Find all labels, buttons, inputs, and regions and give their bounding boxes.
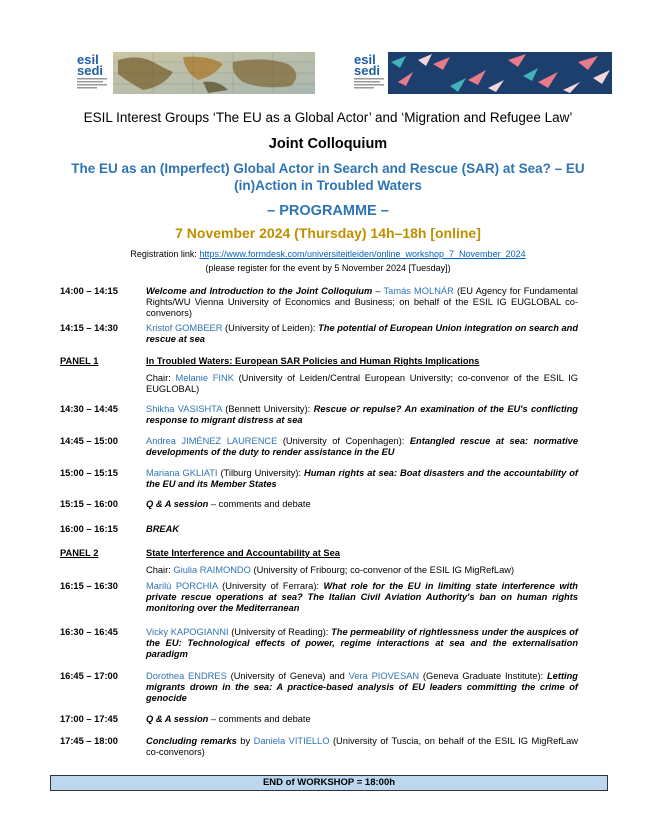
interest-groups-line: ESIL Interest Groups ‘The EU as a Global Actor’ and ‘Migration and Refugee Law’: [83, 110, 573, 125]
session-title: Rescue or repulse? An examination of the EU's conflicting response to migrant distress at sea: [146, 404, 578, 425]
session-text: (University of Reading):: [228, 627, 332, 637]
session-text: (Geneva Graduate Institute):: [419, 671, 547, 681]
session-description: [146, 404, 578, 426]
svg-text:sedi: sedi: [354, 63, 381, 78]
session-description: [146, 524, 578, 535]
session-text: Chair:: [146, 373, 176, 383]
session-title: The permeability of rightlessness under the auspices of the EU: Technological effects of power, regime interactions at sea and the externalisation paradigm: [146, 627, 578, 659]
session-title: BREAK: [146, 524, 180, 534]
session-title: Q & A session: [146, 714, 209, 724]
speaker-name: Mariana GKLIATI: [146, 468, 218, 478]
time-slot: 16:00 – 16:15: [60, 524, 118, 534]
session-text: (University of Fribourg; co-convenor of the ESIL IG MigRefLaw): [250, 565, 515, 575]
session-title: The potential of European Union integration on search and rescue at sea: [146, 323, 578, 344]
session-description: [146, 436, 578, 458]
session-text: (Tilburg University):: [217, 468, 305, 478]
colloquium-title: The EU as an (Imperfect) Global Actor in Search and Rescue (SAR) at Sea? – EU (in)Action in Troubled Waters: [71, 161, 585, 193]
speaker-name: Marilù PORCHIA: [146, 581, 218, 591]
time-slot: 16:15 – 16:30: [60, 581, 118, 591]
session-title: Letting migrants drown in the sea: A practice-based analysis of EU leaders committing the crime of genocide: [146, 671, 578, 703]
session-text: by: [236, 736, 254, 746]
time-slot: 16:45 – 17:00: [60, 671, 118, 681]
speaker-name: Andrea JIMÉNEZ LAURENCE: [146, 436, 278, 446]
session-description: [146, 627, 578, 660]
session-text: – comments and debate: [208, 499, 311, 509]
session-description: [146, 468, 578, 490]
session-description: [146, 714, 578, 725]
session-title: Q & A session: [146, 499, 209, 509]
time-slot: 14:30 – 14:45: [60, 404, 118, 414]
esil-logo-left: [75, 52, 113, 94]
session-description: [146, 581, 578, 614]
session-description: [146, 356, 578, 367]
svg-text:esil: esil: [354, 52, 376, 67]
esil-logo-left-graphic: [75, 52, 113, 94]
session-title: Concluding remarks: [146, 736, 237, 746]
session-description: [146, 565, 578, 576]
panel-title: State Interference and Accountability at Sea: [146, 548, 340, 558]
speaker-name: Vera PIOVESAN: [348, 671, 420, 681]
session-title: Welcome and Introduction to the Joint Colloquium: [146, 286, 373, 296]
speaker-name: Melanie FINK: [175, 373, 234, 383]
speaker-name: Vicky KAPOGIANNI: [146, 627, 229, 637]
time-slot: 14:15 – 14:30: [60, 323, 118, 333]
session-description: [146, 499, 578, 510]
time-slot: 15:00 – 15:15: [60, 468, 118, 478]
esil-logo-right: [352, 52, 390, 94]
time-slot: 15:15 – 16:00: [60, 499, 118, 509]
programme-heading: – PROGRAMME –: [267, 203, 389, 219]
speaker-name: Dorothea ENDRES: [146, 671, 227, 681]
session-description: [146, 671, 578, 704]
event-date: 7 November 2024 (Thursday) 14h–18h [online]: [175, 225, 481, 241]
session-title: Human rights at sea: Boat disasters and the accountability of the EU and its Member States: [146, 468, 579, 489]
session-text: (Bennett University):: [221, 404, 314, 414]
session-description: [146, 323, 578, 345]
time-slot: 14:00 – 14:15: [60, 286, 118, 296]
time-slot: 16:30 – 16:45: [60, 627, 118, 637]
session-text: (University of Ferrara):: [217, 581, 324, 591]
time-slot: 17:00 – 17:45: [60, 714, 118, 724]
speaker-name: Daniela VITIELLO: [253, 736, 330, 746]
session-title: What role for the EU in limiting state interference with private rescue operations at sea? The Italian Civil Aviation Authority's ban on human rights monitoring over the Mediterranean: [146, 581, 578, 613]
registration-prefix: Registration link:: [130, 249, 200, 259]
event-type: Joint Colloquium: [268, 136, 388, 152]
registration-link[interactable]: https://www.formdesk.com/universiteitleiden/online_workshop_7_November_2024: [199, 249, 526, 259]
time-slot: 17:45 – 18:00: [60, 736, 118, 746]
session-text: Chair:: [146, 565, 174, 575]
session-title: Entangled rescue at sea: normative developments of the duty to render assistance in the EU: [146, 436, 579, 457]
session-text: (University of Tuscia, on behalf of the ESIL IG MigRefLaw co-convenors): [146, 736, 578, 757]
panel-label: PANEL 2: [60, 548, 99, 558]
speaker-name: Shikha VASISHTA: [146, 404, 222, 414]
session-text: (University of Leiden/Central European University; co-convenor of the ESIL IG EUGLOBAL): [146, 373, 578, 394]
world-map-image: [113, 52, 315, 94]
session-description: [146, 736, 578, 758]
session-text: (University of Geneva) and: [226, 671, 349, 681]
svg-text:sedi: sedi: [77, 63, 104, 78]
session-description: [146, 286, 578, 319]
registration-line: [0, 249, 656, 259]
session-text: – comments and debate: [208, 714, 311, 724]
svg-text:esil: esil: [77, 52, 99, 67]
session-text: (University of Copenhagen):: [277, 436, 410, 446]
registration-note: (please register for the event by 5 November 2024 [Tuesday]): [205, 263, 451, 273]
esil-logo-right-graphic: [352, 52, 390, 94]
end-of-workshop-bar: END of WORKSHOP = 18:00h: [50, 775, 608, 791]
session-description: [146, 548, 578, 559]
speaker-name: Tamás MOLNÁR: [383, 286, 454, 296]
time-slot: 14:45 – 15:00: [60, 436, 118, 446]
session-text: –: [372, 286, 384, 296]
panel-title: In Troubled Waters: European SAR Policies and Human Rights Implications: [146, 356, 480, 366]
session-description: [146, 373, 578, 395]
panel-label: PANEL 1: [60, 356, 99, 366]
birds-image: [388, 52, 612, 94]
session-text: (EU Agency for Fundamental Rights/WU Vienna University of Economics and Business; on behalf of the ESIL IG EUGLOBAL co-convenors): [146, 286, 578, 318]
session-text: (University of Leiden):: [222, 323, 319, 333]
speaker-name: Giulia RAIMONDO: [173, 565, 251, 575]
speaker-name: Kristof GOMBEER: [146, 323, 223, 333]
